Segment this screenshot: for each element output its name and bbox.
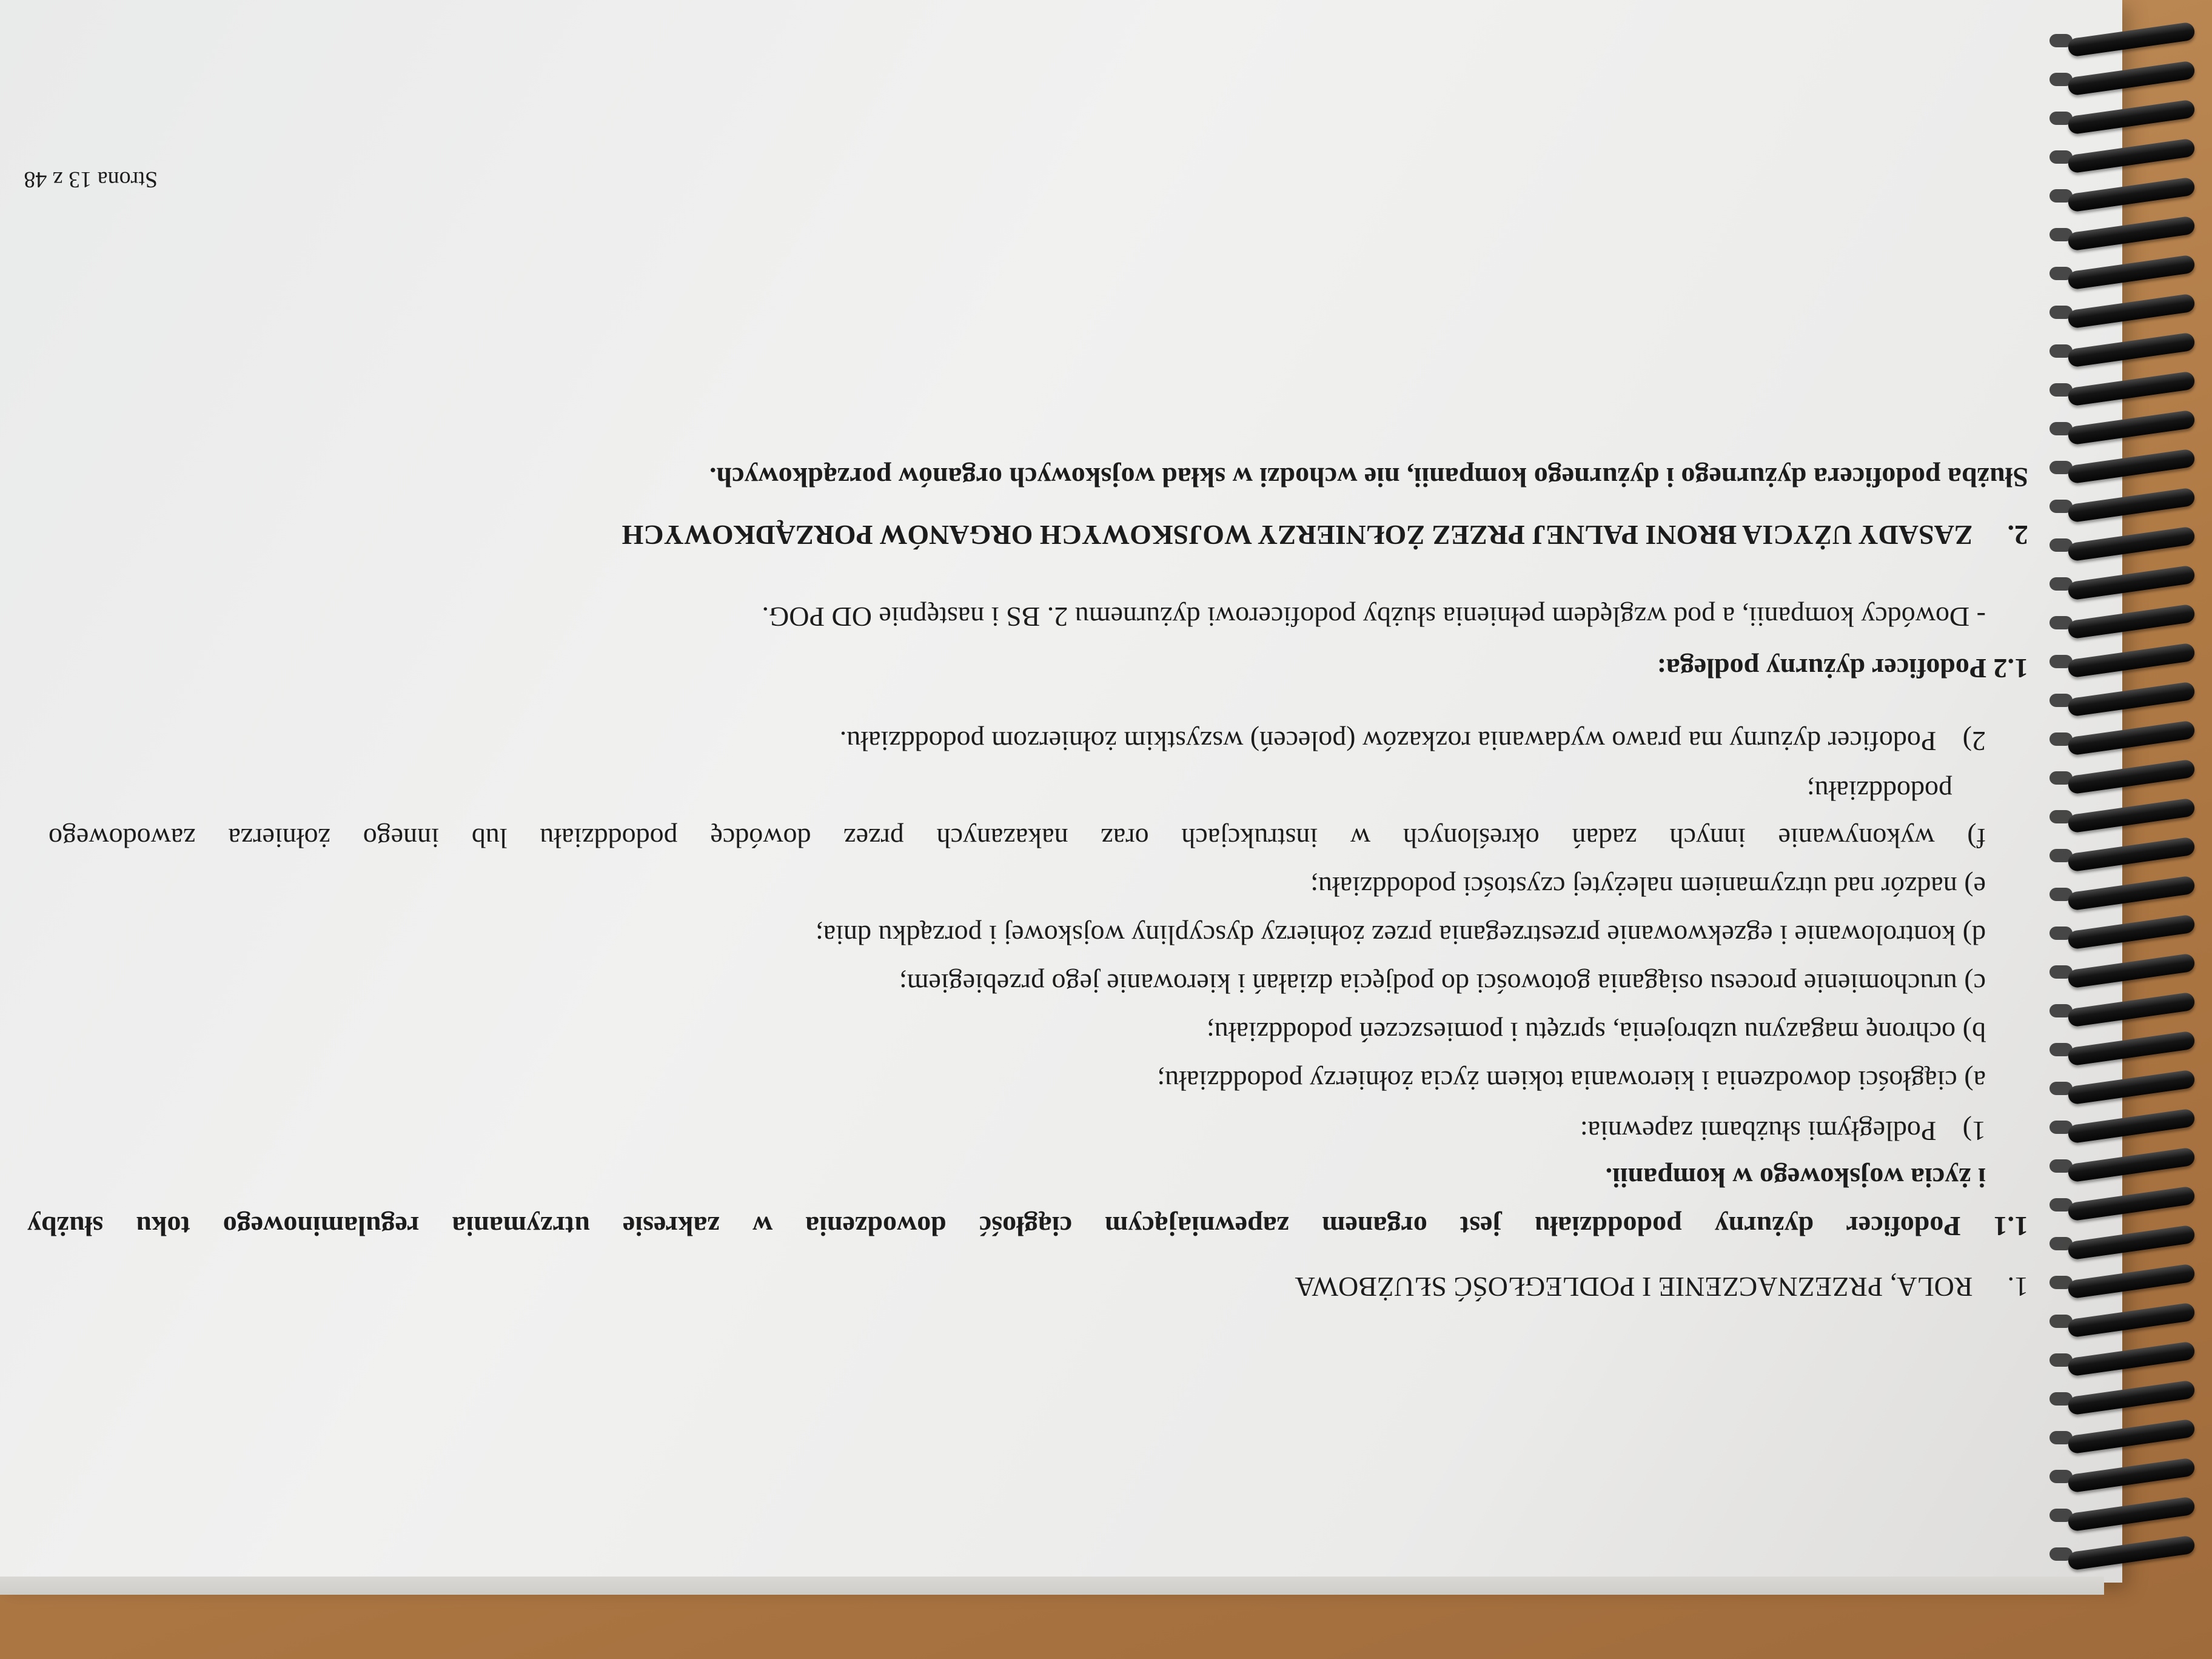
section-1-2-heading: 1.2 Podoficer dyżurny podlega: — [1657, 653, 2028, 684]
list-item-1-text: Podległymi służbami zapewnia: — [1580, 1116, 1937, 1147]
binding-coil — [2067, 177, 2196, 213]
binding-coil — [2067, 565, 2196, 601]
binding-coil — [2067, 1031, 2196, 1067]
sub-item-b — [1207, 1015, 1986, 1049]
sub-item-text: kontrolowanie i egzekwowanie przestrzegania przez żołnierzy dyscypliny wojskowej i porządku dnia; — [815, 920, 1956, 951]
binding-coil — [2067, 1380, 2196, 1416]
sub-item-a — [1157, 1064, 1986, 1098]
section-2-title: ZASADY UŻYCIA BRONI PALNEJ PRZEZ ŻOŁNIERZY WOJSKOWYCH ORGANÓW PORZĄDKOWYCH — [622, 520, 1973, 551]
binding-coil — [2067, 526, 2196, 562]
binding-coil — [2067, 138, 2196, 174]
binding-coil — [2067, 643, 2196, 679]
binding-coil — [2067, 1341, 2196, 1377]
list-item-2-number: 2) — [1962, 726, 1986, 757]
list-item-2-text: Podoficer dyżurny ma prawo wydawania rozkazów (poleceń) wszystkim żołnierzom pododdziału. — [839, 726, 1937, 757]
binding-coil — [2067, 914, 2196, 950]
section-1-number: 1. — [2007, 1272, 2028, 1302]
section-1-1-text-cont: i życia wojskowego w kompanii. — [1605, 1162, 1986, 1193]
binding-coil — [2067, 1147, 2196, 1183]
sub-item-text: ochronę magazynu uzbrojenia, sprzętu i pomieszczeń pododdziału; — [1207, 1017, 1956, 1048]
binding-coil — [2067, 798, 2196, 834]
binding-coil — [2067, 410, 2196, 446]
binding-coil — [2067, 1186, 2196, 1222]
binding-coil — [2067, 953, 2196, 989]
sub-item-f — [49, 821, 1986, 855]
spiral-binding — [2043, 12, 2212, 1601]
section-2-number: 2. — [2007, 520, 2028, 551]
sub-item-d — [816, 918, 1986, 952]
binding-coil — [2067, 293, 2196, 329]
binding-coil — [2067, 1302, 2196, 1338]
binding-coil — [2067, 1264, 2196, 1299]
sub-item-e — [1310, 870, 1986, 903]
sub-item-marker: e) — [1964, 871, 1986, 902]
section-1-heading — [1295, 1270, 2028, 1304]
list-item-2 — [840, 724, 1986, 758]
section-1-2-text: - Dowódcy kompanii, a pod względem pełnienia służby podoficerowi dyżurnemu 2. BS i następnie OD POG. — [762, 602, 1986, 632]
binding-coil — [2067, 61, 2196, 96]
sub-item-text: ciągłości dowodzenia i kierowania tokiem życia żołnierzy pododdziału; — [1157, 1065, 1957, 1096]
sub-item-c — [899, 967, 1986, 1000]
sub-item-marker: d) — [1962, 920, 1986, 951]
section-1-1-text: 1.1 Podoficer dyżurny pododdziału jest organem zapewniającym ciągłość dowodzenia w zakresie utrzymania regulaminowego toku służby — [27, 1211, 2028, 1242]
binding-coil — [2067, 1419, 2196, 1455]
binding-coil — [2067, 1225, 2196, 1261]
binding-coil — [2067, 1458, 2196, 1493]
section-2-heading — [622, 518, 2028, 552]
sub-item-text: nadzór nad utrzymaniem należytej czystości pododdziału; — [1310, 871, 1957, 902]
binding-coil — [2067, 216, 2196, 252]
list-item-1 — [1580, 1114, 1986, 1148]
binding-coil — [2067, 371, 2196, 407]
sub-item-marker: b) — [1962, 1017, 1986, 1048]
binding-coil — [2067, 1070, 2196, 1105]
binding-coil — [2067, 255, 2196, 290]
sub-item-text: uruchomienie procesu osiągania gotowości do podjęcia działań i kierowanie jego przebiegiem; — [899, 968, 1957, 999]
binding-coil — [2067, 488, 2196, 523]
binding-coil — [2067, 449, 2196, 484]
sub-item-marker: c) — [1964, 968, 1986, 999]
page-stack-edge — [0, 1577, 2104, 1595]
section-2-note: Służba podoficera dyżurnego i dyżurnego kompanii, nie wchodzi w skład wojskowych organów porządkowych. — [709, 462, 2028, 493]
sub-item-marker: f) — [1967, 823, 1986, 854]
page-number: Strona 13 z 48 — [24, 167, 158, 192]
binding-coil — [2067, 682, 2196, 717]
binding-coil — [2067, 1108, 2196, 1144]
binding-coil — [2067, 992, 2196, 1028]
binding-coil — [2067, 837, 2196, 873]
binding-coil — [2067, 604, 2196, 640]
binding-coil — [2067, 759, 2196, 795]
binding-coil — [2067, 1496, 2196, 1532]
binding-coil — [2067, 720, 2196, 756]
binding-coil — [2067, 332, 2196, 368]
binding-coil — [2067, 1535, 2196, 1571]
sub-item-text: wykonywanie innych zadań określonych w instrukcjach oraz nakazanych przez dowódcę pododdziału lub innego żołnierza zawodowego — [48, 823, 1935, 854]
sub-item-f-cont: pododdziału; — [1806, 776, 1952, 806]
binding-coil — [2067, 99, 2196, 135]
list-item-1-number: 1) — [1962, 1116, 1986, 1147]
binding-coil — [2067, 876, 2196, 911]
sub-item-marker: a) — [1964, 1065, 1986, 1096]
section-1-title: ROLA, PRZEZNACZENIE I PODLEGŁOŚĆ SŁUŻBOWA — [1295, 1272, 1973, 1302]
binding-coil — [2067, 22, 2196, 58]
